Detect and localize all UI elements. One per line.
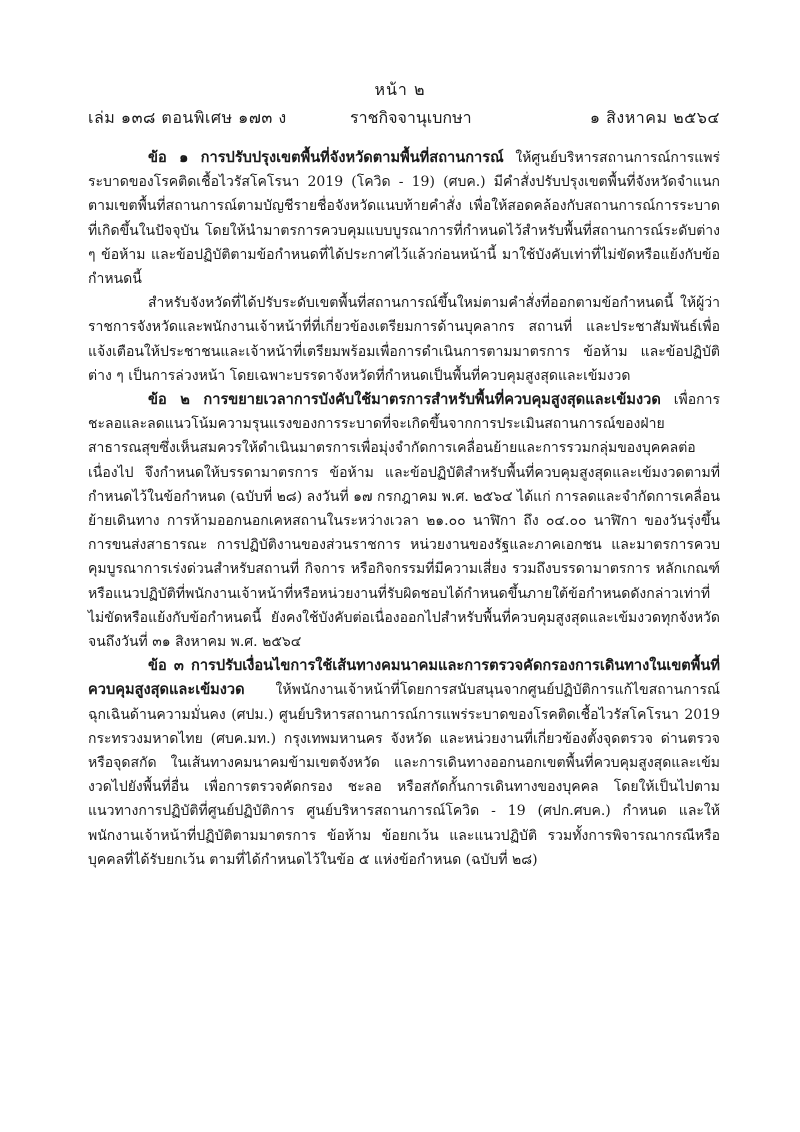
gazette-header — [88, 106, 720, 130]
section-3-paragraph — [88, 654, 720, 872]
section-2-paragraph — [88, 388, 720, 654]
section-1-heading: ข้อ ๑ การปรับปรุงเขตพื้นที่จังหวัดตามพื้นที่สถานการณ์ — [148, 149, 504, 166]
section-3-heading: ข้อ ๓ การปรับเงื่อนไขการใช้เส้นทางคมนาคมและการตรวจคัดกรองการเดินทางในเขตพื้นที่ควบคุมสูงสุดและเข้มงวด — [88, 657, 720, 699]
header-volume: เล่ม ๑๓๘ ตอนพิเศษ ๑๗๓ ง — [88, 108, 287, 127]
header-publication: ราชกิจจานุเบกษา — [350, 108, 472, 127]
section-2-heading: ข้อ ๒ การขยายเวลาการบังคับใช้มาตรการสำหรับพื้นที่ควบคุมสูงสุดและเข้มงวด — [148, 391, 661, 409]
section-3-text: ให้พนักงานเจ้าหน้าที่โดยการสนับสนุนจากศูนย์ปฏิบัติการแก้ไขสถานการณ์ฉุกเฉินด้านความมั่นคง (ศปม.) ศูนย์บริหารสถานการณ์การแพร่ระบาดของโรคติดเชื้อไวรัสโคโรนา 2019 กระทรวงมหาดไทย (ศบค.มท.) กรุงเทพมหานคร จังหวัด และหน่วยงานที่เกี่ยวข้องตั้งจุดตรวจ ด่านตรวจ หรือจุดสกัด ในเส้นทางคมนาคมข้ามเขตจังหวัด และการเดินทางออกนอกเขตพื้นที่ควบคุมสูงสุดและเข้มงวดไปยังพื้นที่อื่น เพื่อการตรวจคัดกรอง ชะลอ หรือสกัดกั้นการเดินทางของบุคคล โดยให้เป็นไปตามแนวทางการปฏิบัติที่ศูนย์ปฏิบัติการ ศูนย์บริหารสถานการณ์โควิด - 19 (ศปก.ศบค.) กำหนด และให้พนักงานเจ้าหน้าที่ปฏิบัติตามมาตรการ ข้อห้าม ข้อยกเว้น และแนวปฏิบัติ รวมทั้งการพิจารณากรณีหรือบุคคลที่ได้รับยกเว้น ตามที่ได้กำหนดไว้ในข้อ ๕ แห่งข้อกำหนด (ฉบับที่ ๒๘) — [88, 682, 720, 868]
section-1-paragraph — [88, 146, 720, 291]
section-2-text: เพื่อการชะลอและลดแนวโน้มความรุนแรงของการระบาดที่จะเกิดขึ้นจากการประเมินสถานการณ์ของฝ่ายสาธารณสุขซึ่งเห็นสมควรให้ดำเนินมาตรการเพื่อมุ่งจำกัดการเคลื่อนย้ายและการรวมกลุ่มของบุคคลต่อเนื่องไป จึงกำหนดให้บรรดามาตรการ ข้อห้าม และข้อปฏิบัติสำหรับพื้นที่ควบคุมสูงสุดและเข้มงวดตามที่กำหนดไว้ในข้อกำหนด (ฉบับที่ ๒๘) ลงวันที่ ๑๗ กรกฎาคม พ.ศ. ๒๕๖๔ ได้แก่ การลดและจำกัดการเคลื่อนย้ายเดินทาง การห้ามออกนอกเคหสถานในระหว่างเวลา ๒๑.๐๐ นาฬิกา ถึง ๐๔.๐๐ นาฬิกา ของวันรุ่งขึ้น การขนส่งสาธารณะ การปฏิบัติงานของส่วนราชการ หน่วยงานของรัฐและภาคเอกชน และมาตรการควบคุมบูรณาการเร่งด่วนสำหรับสถานที่ กิจการ หรือกิจกรรมที่มีความเสี่ยง รวมถึงบรรดามาตรการ หลักเกณฑ์ หรือแนวปฏิบัติที่พนักงานเจ้าหน้าที่หรือหน่วยงานที่รับผิดชอบได้กำหนดขึ้นภายใต้ข้อกำหนดดังกล่าวเท่าที่ไม่ขัดหรือแย้งกับข้อกำหนดนี้ ยังคงใช้บังคับต่อเนื่องออกไปสำหรับพื้นที่ควบคุมสูงสุดและเข้มงวดทุกจังหวัด จนถึงวันที่ ๓๑ สิงหาคม พ.ศ. ๒๕๖๔ — [88, 392, 721, 651]
header-date: ๑ สิงหาคม ๒๕๖๔ — [589, 108, 720, 127]
section-1-paragraph-2 — [88, 291, 720, 388]
section-1-text: ให้ศูนย์บริหารสถานการณ์การแพร่ระบาดของโรคติดเชื้อไวรัสโคโรนา 2019 (โควิด - 19) (ศบค.) มีคำสั่งปรับปรุงเขตพื้นที่จังหวัดจำแนกตามเขตพื้นที่สถานการณ์ตามบัญชีรายชื่อจังหวัดแนบท้ายคำสั่ง เพื่อให้สอดคล้องกับสถานการณ์การระบาดที่เกิดขึ้นในปัจจุบัน โดยให้นำมาตรการควบคุมแบบบูรณาการที่กำหนดไว้สำหรับพื้นที่สถานการณ์ระดับต่าง ๆ ข้อห้าม และข้อปฏิบัติตามข้อกำหนดที่ได้ประกาศไว้แล้วก่อนหน้านี้ มาใช้บังคับเท่าที่ไม่ขัดหรือแย้งกับข้อกำหนดนี้ — [88, 150, 720, 288]
page-number: หน้า ๒ — [374, 80, 426, 99]
section-1-2-text: สำหรับจังหวัดที่ได้ปรับระดับเขตพื้นที่สถานการณ์ขึ้นใหม่ตามคำสั่งที่ออกตามข้อกำหนดนี้ ให้ผู้ว่าราชการจังหวัดและพนักงานเจ้าหน้าที่ที่เกี่ยวข้องเตรียมการด้านบุคลากร สถานที่ และประชาสัมพันธ์เพื่อแจ้งเตือนให้ประชาชนและเจ้าหน้าที่เตรียมพร้อมเพื่อการดำเนินการตามมาตรการ ข้อห้าม และข้อปฏิบัติต่าง ๆ เป็นการล่วงหน้า โดยเฉพาะบรรดาจังหวัดที่กำหนดเป็นพื้นที่ควบคุมสูงสุดและเข้มงวด — [88, 295, 720, 384]
document-body — [88, 146, 720, 872]
